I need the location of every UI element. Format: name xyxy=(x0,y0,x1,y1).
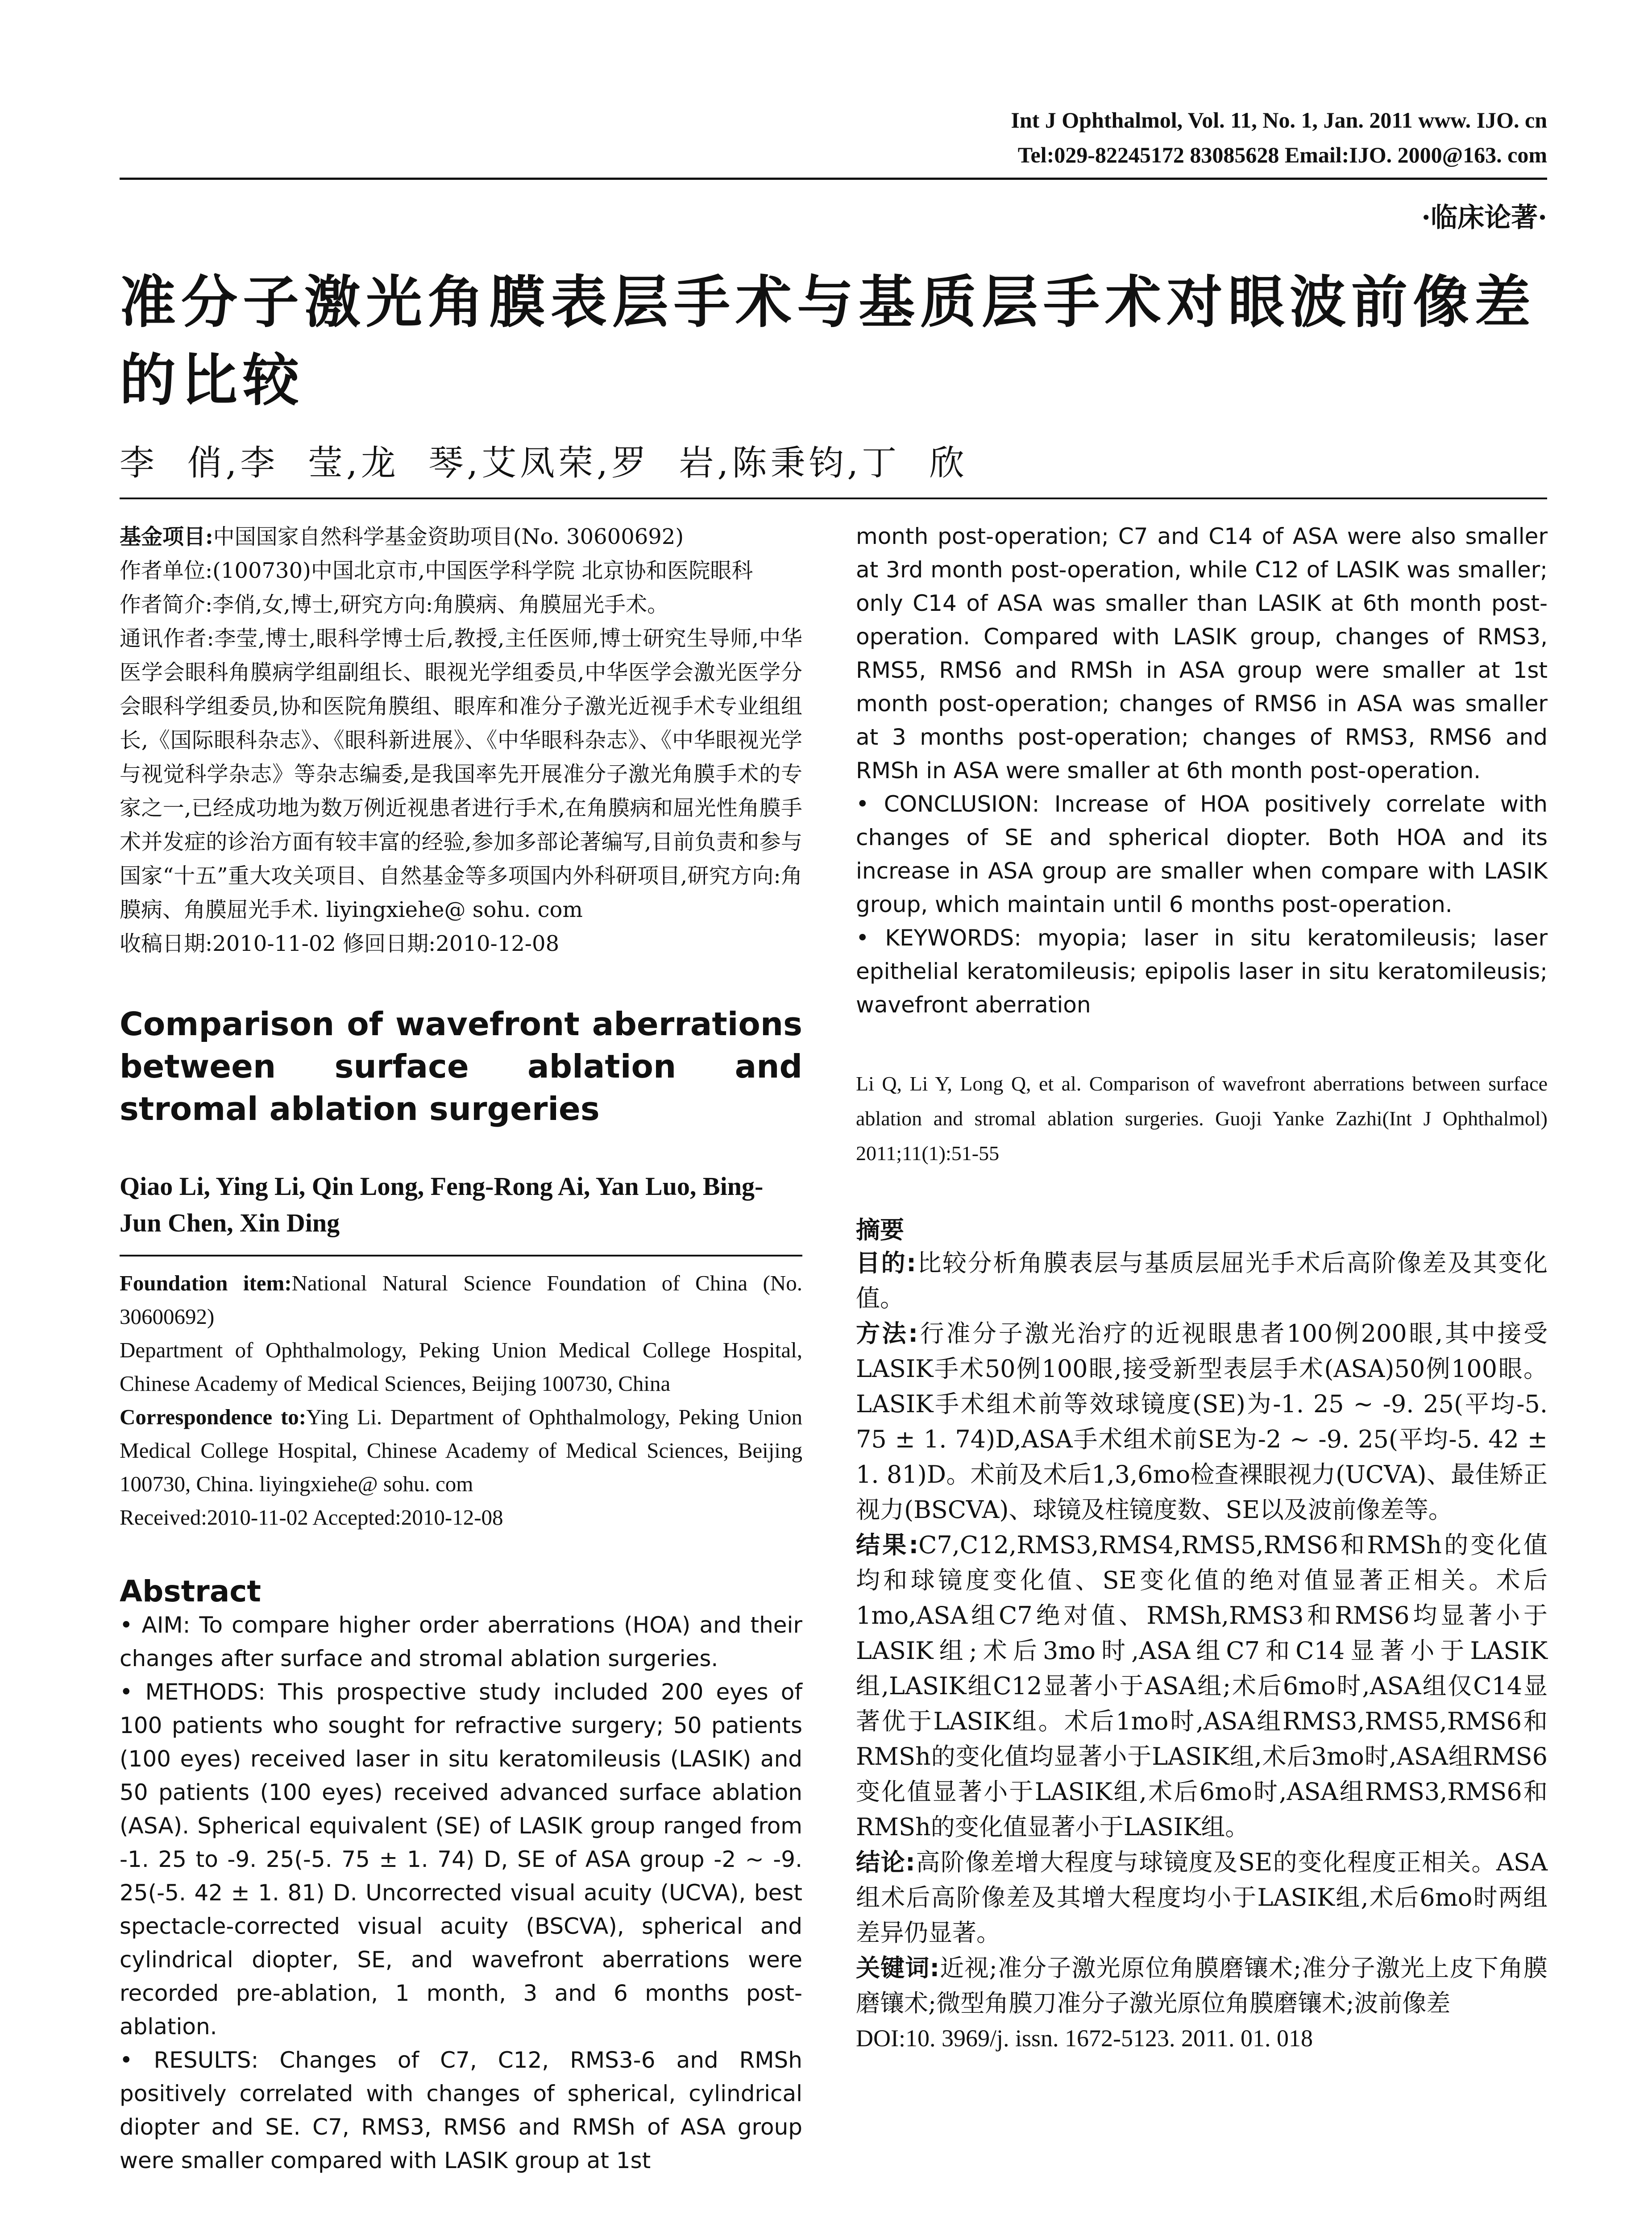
cn-abstract-objective xyxy=(856,1245,1548,1316)
received-dates-cn: 收稿日期:2010-11-02 修回日期:2010-12-08 xyxy=(120,931,560,956)
cn-methods-label: 方法: xyxy=(856,1319,918,1348)
foundation-line xyxy=(120,1266,802,1333)
abstract-aim: • AIM: To compare higher order aberrations (HOA) and their changes after surface and stromal ablation surgeries. xyxy=(120,1612,802,1671)
cn-abstract-keywords xyxy=(856,1950,1548,2021)
department-line: Department of Ophthalmology, Peking Union Medical College Hospital, Chinese Academy of Medical Sciences, Beijing 100730, China xyxy=(120,1338,802,1396)
english-title: Comparison of wavefront aberrations between surface ablation and stromal ablation surgeries xyxy=(120,1005,802,1128)
abstract-results: • RESULTS: Changes of C7, C12, RMS3-6 and RMSh positively correlated with changes of spherical, cylindrical diopter and SE. C7, RMS3, RMS6 and RMSh of ASA group were smaller compared with LASIK group at 1st xyxy=(120,2047,802,2173)
doi-line: DOI:10. 3969/j. issn. 1672-5123. 2011. 01. 018 xyxy=(856,2025,1313,2052)
cn-abstract-methods xyxy=(856,1316,1548,1527)
cn-abstract-results xyxy=(856,1527,1548,1845)
affiliation-line: 作者单位:(100730)中国北京市,中国医学科学院 北京协和医院眼科 xyxy=(120,558,753,583)
cn-keywords-text: 近视;准分子激光原位角膜磨镶术;准分子激光上皮下角膜磨镶术;微型角膜刀准分子激光原位角膜磨镶术;波前像差 xyxy=(856,1954,1548,2017)
column-tag: ·临床论著· xyxy=(1421,202,1547,233)
cn-abstract-conclusion xyxy=(856,1845,1548,1950)
abstract-heading: Abstract xyxy=(120,1574,261,1609)
cn-results-label: 结果: xyxy=(856,1531,919,1559)
abstract-results-continued: month post-operation; C7 and C14 of ASA were also smaller at 3rd month post-operation, while C12 of LASIK was smaller; only C14 of ASA was smaller than LASIK at 6th month post-operation. Compared with LASIK group, changes of RMS3, RMS5, RMS6 and RMSh in ASA group were smaller at 1st month post-operation; changes of RMS6 in ASA was smaller at 3 months post-operation; changes of RMS3, RMS6 and RMSh in ASA were smaller at 6th month post-operation. xyxy=(856,523,1548,784)
cn-objective-label: 目的: xyxy=(856,1249,916,1277)
right-column xyxy=(856,520,1548,2056)
abstract-conclusion: • CONCLUSION: Increase of HOA positively correlate with changes of SE and spherical diopter. Both HOA and its increase in ASA group are smaller when compare with LASIK group, which maintain until 6 months post-operation. xyxy=(856,791,1548,917)
foundation-label: Foundation item: xyxy=(120,1271,292,1295)
english-article-info xyxy=(120,1266,802,1534)
funding-text: 中国国家自然科学基金资助项目(No. 30600692) xyxy=(213,524,684,549)
title-rule xyxy=(120,498,1547,499)
english-abstract xyxy=(120,1609,802,2177)
cn-results-text: C7,C12,RMS3,RMS4,RMS5,RMS6和RMSh的变化值均和球镜度变化值、SE变化值的绝对值显著正相关。术后1mo,ASA组C7绝对值、RMSh,RMS3和RMS6均显著小于LASIK组;术后3mo时,ASA组C7和C14显著小于LASIK组,LASIK组C12显著小于ASA组;术后6mo时,ASA组仅C14显著优于LASIK组。术后1mo时,ASA组RMS3,RMS5,RMS6和RMSh的变化值均显著小于LASIK组,术后3mo时,ASA组RMS6变化值显著小于LASIK组,术后6mo时,ASA组RMS3,RMS6和RMSh的变化值显著小于LASIK组。 xyxy=(856,1531,1548,1841)
journal-contact-line: Tel:029-82245172 83085628 Email:IJO. 2000@163. com xyxy=(1017,142,1547,167)
author-bio-line: 作者简介:李俏,女,博士,研究方向:角膜病、角膜屈光手术。 xyxy=(120,592,669,617)
correspondence-line xyxy=(120,1400,802,1501)
funding-line xyxy=(120,520,802,554)
correspondence-label: Correspondence to: xyxy=(120,1405,307,1429)
header-rule xyxy=(120,178,1547,180)
english-authors: Qiao Li, Ying Li, Qin Long, Feng-Rong Ai, Yan Luo, Bing-Jun Chen, Xin Ding xyxy=(120,1172,764,1237)
cn-methods-text: 行准分子激光治疗的近视眼患者100例200眼,其中接受LASIK手术50例100眼,接受新型表层手术(ASA)50例100眼。LASIK手术组术前等效球镜度(SE)为-1. 25 ~ -9. 25(平均-5. 75 ± 1. 74)D,ASA手术组术前SE为-2 ~ -9. 25(平均-5. 42 ± 1. 81)D。术前及术后1,3,6mo检查裸眼视力(UCVA)、最佳矫正视力(BSCVA)、球镜及柱镜度数、SE以及波前像差等。 xyxy=(856,1319,1548,1524)
chinese-abstract xyxy=(856,1245,1548,2056)
abstract-methods: • METHODS: This prospective study included 200 eyes of 100 patients who sought for refractive surgery; 50 patients (100 eyes) received laser in situ keratomileusis (LASIK) and 50 patients (100 eyes) received advanced surface ablation (ASA). Spherical equivalent (SE) of LASIK group ranged from -1. 25 to -9. 25(-5. 75 ± 1. 74) D, SE of ASA group -2 ~ -9. 25(-5. 42 ± 1. 81) D. Uncorrected visual acuity (UCVA), best spectacle-corrected visual acuity (BSCVA), spherical and cylindrical diopter, SE, and wavefront aberrations were recorded pre-ablation, 1 month, 3 and 6 months post-ablation. xyxy=(120,1679,802,2040)
correspondence-text: Ying Li. Department of Ophthalmology, Peking Union Medical College Hospital, Chinese Academy of Medical Sciences, Beijing 100730, China. liyingxiehe@ sohu. com xyxy=(120,1405,802,1496)
foundation-text: National Natural Science Foundation of China (No. 30600692) xyxy=(120,1271,802,1329)
funding-label: 基金项目: xyxy=(120,524,213,549)
cn-objective-text: 比较分析角膜表层与基质层屈光手术后高阶像差及其变化值。 xyxy=(856,1249,1548,1312)
cn-conclusion-text: 高阶像差增大程度与球镜度及SE的变化程度正相关。ASA组术后高阶像差及其增大程度均小于LASIK组,术后6mo时两组差异仍显著。 xyxy=(856,1848,1548,1947)
chinese-abstract-heading: 摘要 xyxy=(856,1216,904,1244)
english-abstract-continued xyxy=(856,520,1548,1022)
chinese-title: 准分子激光角膜表层手术与基质层手术对眼波前像差的比较 xyxy=(120,270,1536,413)
cn-keywords-label: 关键词: xyxy=(856,1954,940,1982)
left-column xyxy=(120,520,802,2177)
journal-header-line: Int J Ophthalmol, Vol. 11, No. 1, Jan. 2011 www. IJO. cn xyxy=(1011,108,1547,133)
article-info xyxy=(120,520,802,961)
corresponding-author-bio: 通讯作者:李莹,博士,眼科学博士后,教授,主任医师,博士研究生导师,中华医学会眼科角膜病学组副组长、眼视光学组委员,中华医学会激光医学分会眼科学组委员,协和医院角膜组、眼库和准分子激光近视手术专业组组长,《国际眼科杂志》、《眼科新进展》、《中华眼科杂志》、《中华眼视光学与视觉科学杂志》等杂志编委,是我国率先开展准分子激光角膜手术的专家之一,已经成功地为数万例近视患者进行手术,在角膜病和屈光性角膜手术并发症的诊治方面有较丰富的经验,参加多部论著编写,目前负责和参与国家“十五”重大攻关项目、自然基金等多项国内外科研项目,研究方向:角膜病、角膜屈光手术. liyingxiehe@ sohu. com xyxy=(120,626,802,922)
chinese-authors: 李 俏,李 莹,龙 琴,艾凤荣,罗 岩,陈秉钧,丁 欣 xyxy=(120,443,968,483)
citation: Li Q, Li Y, Long Q, et al. Comparison of wavefront aberrations between surface ablation and stromal ablation surgeries. Guoji Yanke Zazhi(Int J Ophthalmol) 2011;11(1):51-55 xyxy=(856,1072,1548,1165)
english-info-rule xyxy=(120,1255,802,1256)
cn-conclusion-label: 结论: xyxy=(856,1848,915,1876)
abstract-keywords: • KEYWORDS: myopia; laser in situ keratomileusis; laser epithelial keratomileusis; epipolis laser in situ keratomileusis; wavefront aberration xyxy=(856,925,1548,1018)
received-dates-en: Received:2010-11-02 Accepted:2010-12-08 xyxy=(120,1505,503,1530)
